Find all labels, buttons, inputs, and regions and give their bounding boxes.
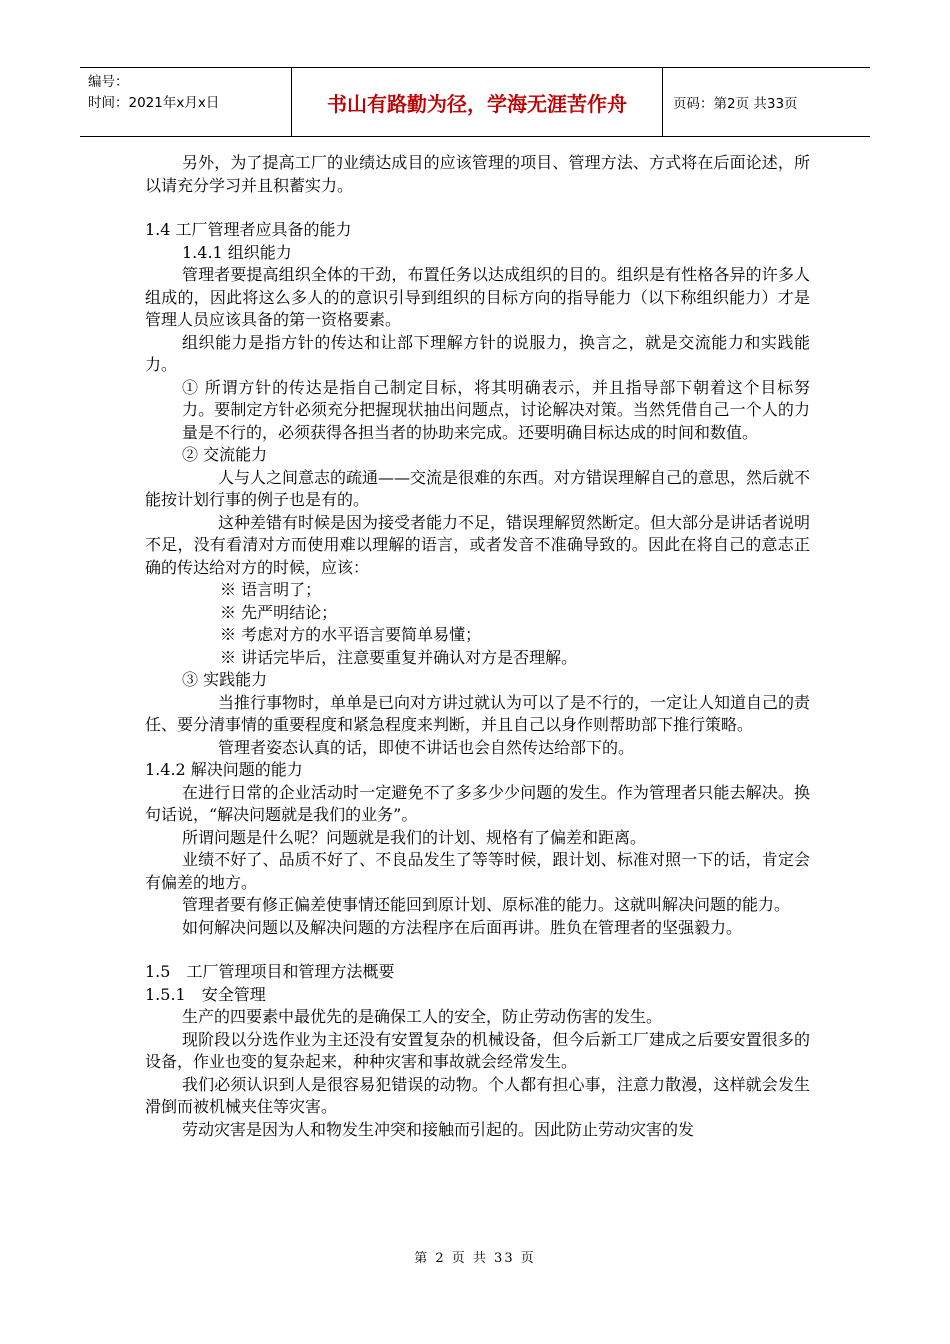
bullet-item: ※ 先严明结论； bbox=[220, 602, 338, 622]
paragraph: 我们必须认识到人是很容易犯错误的动物。个人都有担心事，注意力散漫，这样就会发生滑倒而被机械夹住等灾害。 bbox=[145, 1074, 810, 1116]
subsection-heading: 1.5.1 安全管理 bbox=[145, 984, 266, 1004]
paragraph: 另外，为了提高工厂的业绩达成目的应该管理的项目、管理方法、方式将在后面论述，所以请充分学习并且积蓄实力。 bbox=[145, 153, 810, 195]
paragraph: 所谓问题是什么呢？问题就是我们的计划、规格有了偏差和距离。 bbox=[182, 827, 647, 847]
bullet-item: ※ 考虑对方的水平语言要简单易懂； bbox=[220, 625, 482, 644]
page-footer: 第 2 页 共 33 页 bbox=[414, 1251, 536, 1266]
page-header bbox=[80, 67, 870, 137]
header-motto: 书山有路勤为径，学海无涯苦作舟 bbox=[292, 68, 663, 136]
paragraph: 生产的四要素中最优先的是确保工人的安全，防止劳动伤害的发生。 bbox=[182, 1007, 663, 1026]
bullet-item: ※ 讲话完毕后，注意要重复并确认对方是否理解。 bbox=[220, 647, 578, 667]
paragraph: 管理者要有修正偏差使事情还能回到原计划、原标准的能力。这就叫解决问题的能力。 bbox=[182, 895, 791, 914]
paragraph: 这种差错有时候是因为接受者能力不足，错误理解贸然断定。但大部分是讲话者说明不足，没有看清对方而使用难以理解的语言，或者发音不准确导致的。因此在将自己的意志正确的传达给对方的时候，应该： bbox=[145, 512, 811, 577]
paragraph: 人与人之间意志的疏通——交流是很难的东西。对方错误理解自己的意思，然后就不能按计划行事的例子也是有的。 bbox=[145, 467, 811, 509]
subsection-heading: 1.4.2 解决问题的能力 bbox=[145, 760, 303, 779]
paragraph: 管理者要提高组织全体的干劲，布置任务以达成组织的目的。组织是有性格各异的许多人组成的，因此将这么多人的的意识引导到组织的目标方向的指导能力（以下称组织能力）才是管理人员应该具备的第一资格要素。 bbox=[145, 265, 810, 329]
subsection-heading: 1.4.1 组织能力 bbox=[182, 242, 292, 262]
numbered-heading: ② 交流能力 bbox=[182, 445, 268, 464]
numbered-paragraph: ① 所谓方针的传达是指自己制定目标，将其明确表示，并且指导部下朝着这个目标努力。要制定方针必须充分把握现状抽出问题点，讨论解决对策。当然凭借自己一个人的力量是不行的，必须获得各担当者的协助来完成。还要明确目标达成的时间和数值。 bbox=[182, 377, 810, 442]
bullet-item: ※ 语言明了； bbox=[220, 580, 322, 599]
document-body bbox=[145, 152, 810, 1141]
header-page-number: 页码：第2页 共33页 bbox=[673, 96, 798, 112]
paragraph: 组织能力是指方针的传达和让部下理解方针的说服力，换言之，就是交流能力和实践能力。 bbox=[145, 332, 810, 374]
paragraph: 管理者姿态认真的话，即使不讲话也会自然传达给部下的。 bbox=[218, 737, 635, 757]
paragraph: 在进行日常的企业活动时一定避免不了多多少少问题的发生。作为管理者只能去解决。换句话说，“解决问题就是我们的业务”。 bbox=[145, 782, 810, 824]
serial-number-label: 编号： bbox=[88, 74, 129, 90]
paragraph: 当推行事物时，单单是已向对方讲过就认为可以了是不行的，一定让人知道自己的责任、要分清事情的重要程度和紧急程度来判断，并且自己以身作则帮助部下推行策略。 bbox=[145, 692, 811, 734]
section-heading: 1.4 工厂管理者应具备的能力 bbox=[145, 220, 352, 239]
paragraph: 业绩不好了、品质不好了、不良品发生了等等时候，跟计划、标准对照一下的话，肯定会有偏差的地方。 bbox=[145, 850, 810, 892]
date-label: 时间：2021年x月x日 bbox=[88, 95, 220, 111]
header-meta bbox=[80, 68, 292, 136]
numbered-heading: ③ 实践能力 bbox=[182, 670, 268, 689]
paragraph: 如何解决问题以及解决问题的方法程序在后面再讲。胜负在管理者的坚强毅力。 bbox=[182, 917, 743, 937]
paragraph: 劳动灾害是因为人和物发生冲突和接触而引起的。因此防止劳动灾害的发 bbox=[182, 1119, 695, 1139]
section-heading: 1.5 工厂管理项目和管理方法概要 bbox=[145, 962, 395, 981]
paragraph: 现阶段以分选作业为主还没有安置复杂的机械设备，但今后新工厂建成之后要安置很多的设备，作业也变的复杂起来，种种灾害和事故就会经常发生。 bbox=[145, 1029, 810, 1071]
